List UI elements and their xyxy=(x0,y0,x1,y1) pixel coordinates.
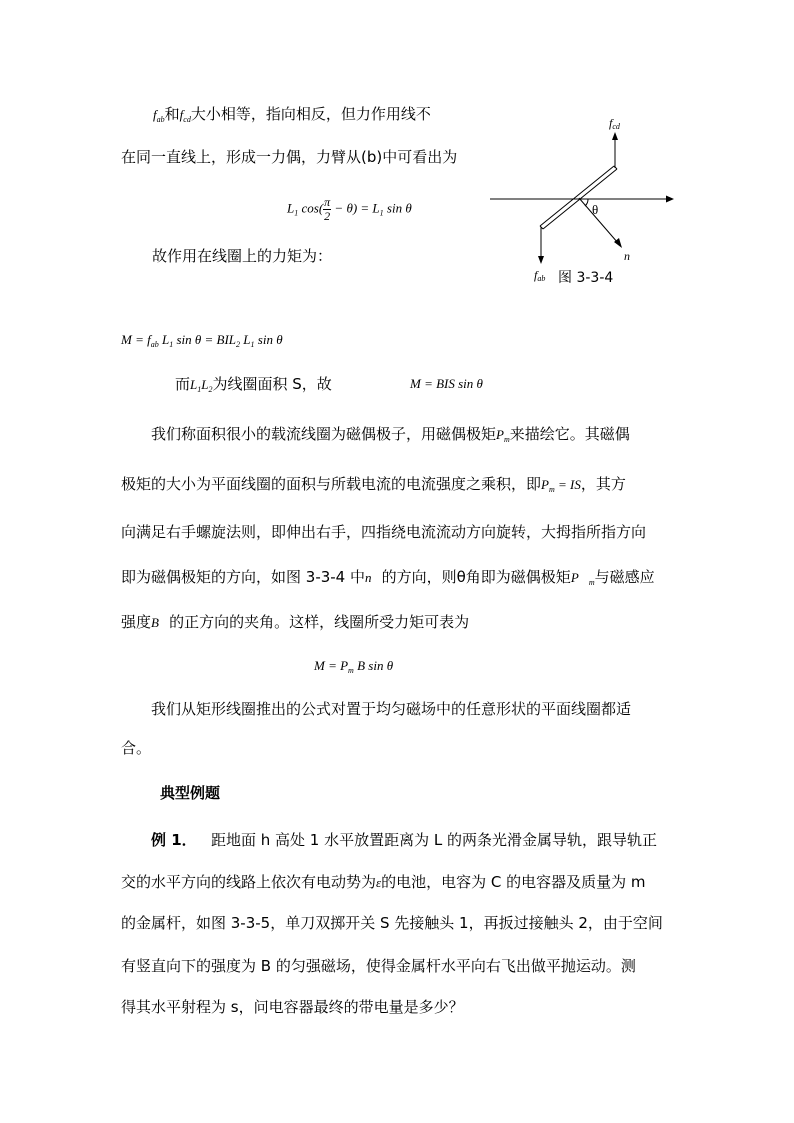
equation-bis: M = BIS sin θ xyxy=(410,376,483,391)
example-1-line-5: 得其水平射程为 s，问电容器最终的带电量是多少？ xyxy=(121,998,464,1016)
force-ab-arrow-icon xyxy=(538,256,544,264)
vector-pm: $P⃗_m$ xyxy=(570,570,595,587)
label-n: n xyxy=(624,249,630,263)
label-fab: fab xyxy=(534,268,546,283)
vector-n: n⃗ xyxy=(365,570,382,585)
label-theta: θ xyxy=(592,202,599,217)
equation-pm-is: $P_m$ = IS xyxy=(541,477,581,494)
conclusion-line-2: 合。 xyxy=(121,739,152,757)
symbol-fcd: $f_{cd}$ xyxy=(179,107,191,124)
field-arrow-icon xyxy=(666,196,674,203)
theta-arc xyxy=(585,199,588,206)
example-label: 例 1． xyxy=(151,831,197,849)
section-heading: 典型例题 xyxy=(160,784,221,802)
equation-torque: $M = f_{ab}$ $L_1$ $\sin \theta = BIL_2$ $L_1$ sin θ xyxy=(121,332,283,349)
figure-3-3-4 xyxy=(484,108,684,293)
example-1-line-3: 的金属杆，如图 3-3-5，单刀双掷开关 S 先接触头 1，再扳过接触头 2，由于空间 xyxy=(121,914,663,932)
dipole-line-2: 极矩的大小为平面线圈的面积与所载电流的电流强度之乘积，即$P_m$ = IS，其方 xyxy=(121,475,626,494)
coil-edge-a xyxy=(540,166,614,226)
dipole-line-3: 向满足右手螺旋法则，即伸出右手，四指绕电流流动方向旋转，大拇指所指方向 xyxy=(121,523,647,541)
symbol-epsilon: ε xyxy=(376,875,382,890)
example-1-line-1: 例 1． 距地面 h 高处 1 水平放置距离为 L 的两条光滑金属导轨，跟导轨正 xyxy=(151,831,658,849)
figure-caption: 图 3-3-4 xyxy=(558,270,614,286)
dipole-line-5: 强度B⃗的正方向的夹角。这样，线圈所受力矩可表为 xyxy=(121,613,470,631)
paragraph-1-line-2: 在同一直线上，形成一力偶，力臂从(b)中可看出为 xyxy=(121,148,458,166)
dipole-line-1: 我们称面积很小的载流线圈为磁偶极子，用磁偶极矩$P_m$来描绘它。其磁偶 xyxy=(151,425,630,444)
label-fcd: fcd xyxy=(609,116,620,131)
conclusion-line-1: 我们从矩形线圈推出的公式对置于均匀磁场中的任意形状的平面线圈都适 xyxy=(151,700,632,718)
paragraph-1-line-1: $f_{ab}$和$f_{cd}$大小相等，指向相反，但力作用线不 xyxy=(153,105,431,124)
example-1-line-2: 交的水平方向的线路上依次有电动势为ε的电池，电容为 C 的电容器及质量为 m xyxy=(121,873,646,891)
vector-b: B⃗ xyxy=(151,615,170,630)
equation-pm-b: $M = P_m$ B sin θ xyxy=(314,658,394,675)
dipole-line-4: 即为磁偶极矩的方向，如图 3-3-4 中n⃗的方向，则θ角即为磁偶极矩$P⃗_m$与磁感应 xyxy=(121,568,655,587)
normal-line xyxy=(579,198,618,243)
symbol-fab: $f_{ab}$ xyxy=(153,107,165,124)
equation-lever-arm: $L_1$ cos( $\frac{\pi}{2}$ − $\theta) = L_1$ sin θ xyxy=(287,195,412,223)
symbol-L1L2: $L_1L_2$ xyxy=(190,377,213,394)
fraction-pi-over-2: $\frac{\pi}{2}$ xyxy=(324,195,331,223)
torque-intro: 故作用在线圈上的力矩为： xyxy=(152,247,333,265)
example-1-line-4: 有竖直向下的强度为 B 的匀强磁场，使得金属杆水平向右飞出做平抛运动。测 xyxy=(121,957,636,975)
symbol-pm: $P_m$ xyxy=(496,427,510,444)
force-cd-arrow-icon xyxy=(612,132,618,140)
area-line: 而$L_1L_2$为线圈面积 S，故 xyxy=(175,375,332,394)
